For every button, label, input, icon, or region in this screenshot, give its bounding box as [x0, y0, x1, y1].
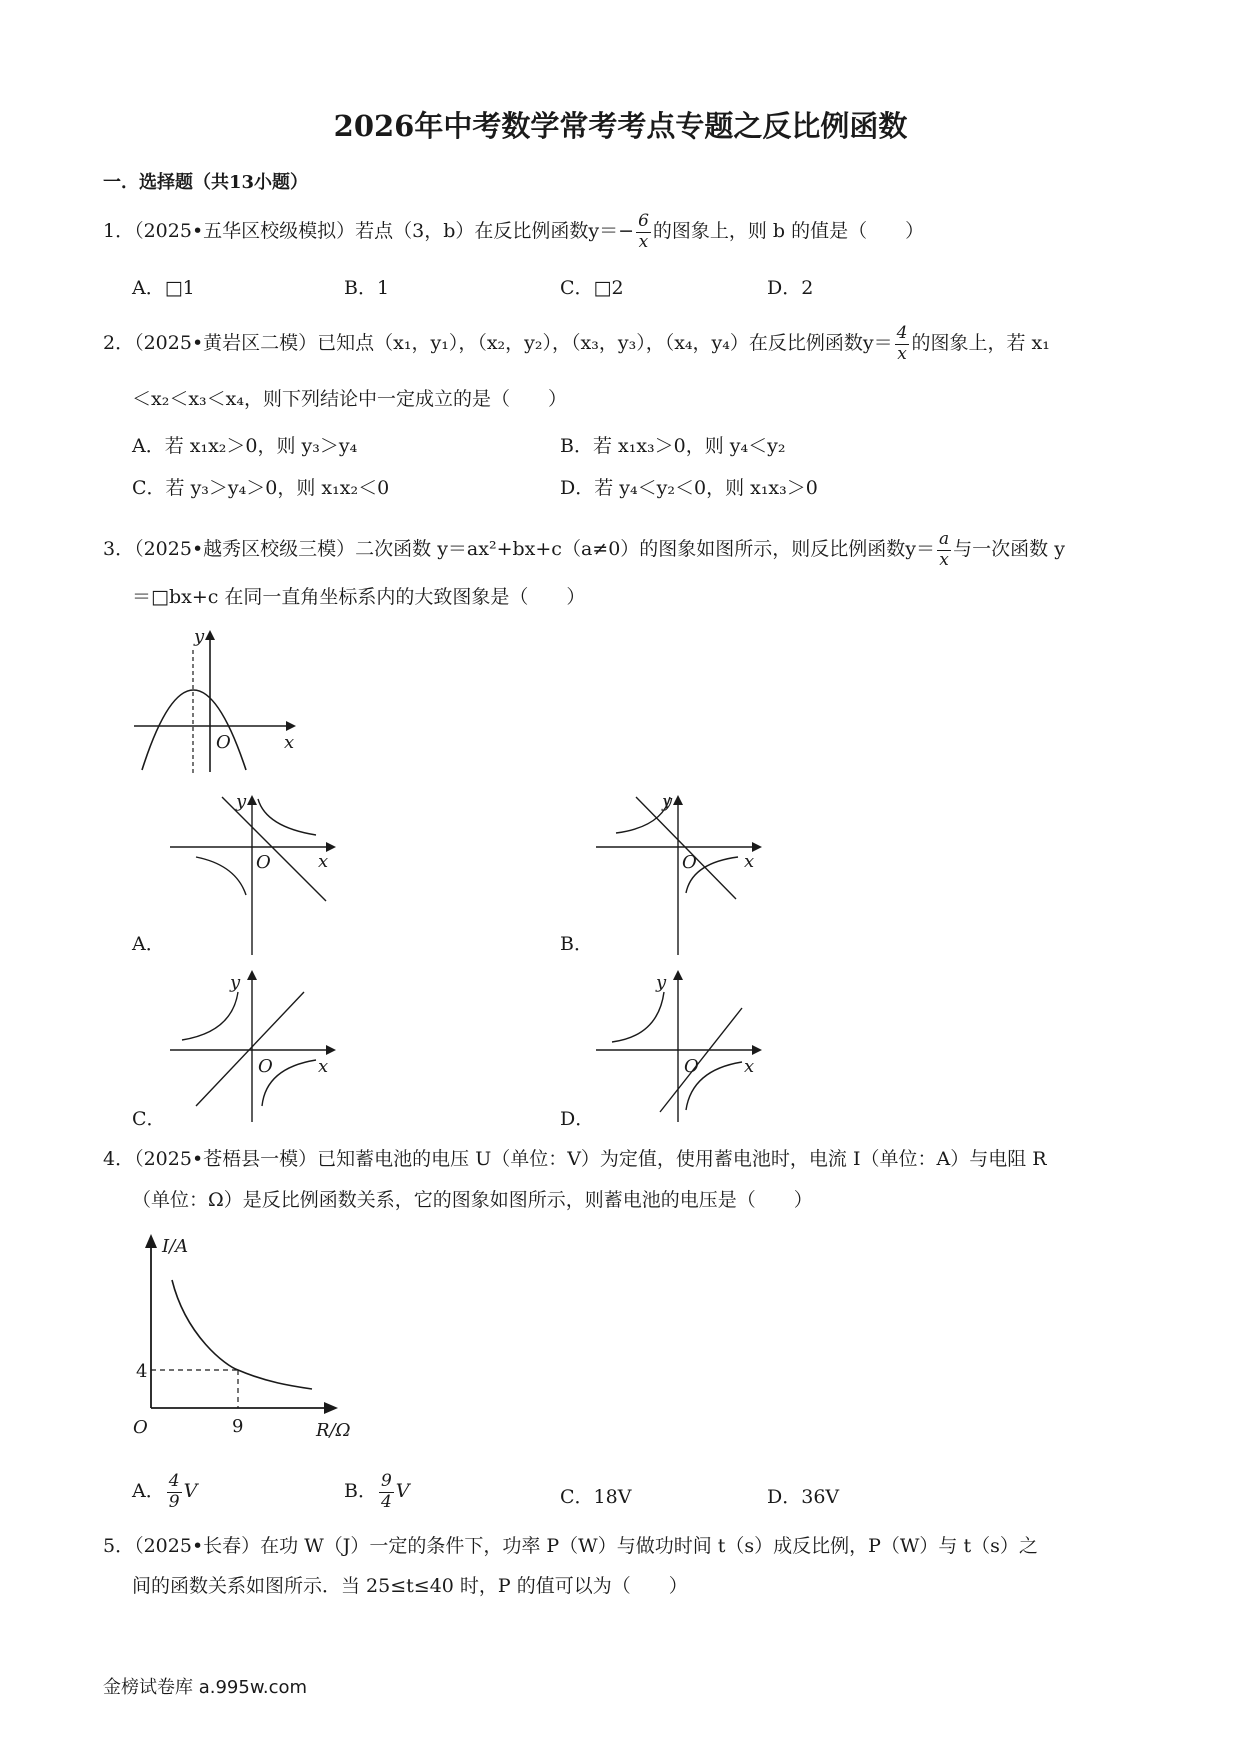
q3c-axis-x: x [318, 1056, 329, 1077]
q3-stem-line2: ＝□bx+c 在同一直角坐标系内的大致图象是（ ） [132, 586, 586, 608]
q3a-origin: O [256, 852, 271, 873]
q3-option-a-graph[interactable] [166, 787, 346, 957]
q4-option-c[interactable]: C．18V [560, 1486, 632, 1508]
q4-option-b[interactable]: B． $\frac{9}{4}$ V [344, 1471, 410, 1512]
q3-option-c-label[interactable]: C． [132, 1108, 166, 1130]
q3b-origin: O [682, 852, 697, 873]
q2-fraction: $\frac{4}{x}$ [896, 323, 908, 364]
q1-option-a[interactable]: A．□1 [132, 277, 195, 299]
q3-origin-label: O [216, 732, 231, 753]
q3c-axis-y: y [230, 972, 241, 993]
q4-y-tick-label: 4 [136, 1361, 148, 1382]
q3-option-a-label[interactable]: A． [132, 933, 165, 955]
q2-option-a[interactable]: A．若 x₁x₂＞0，则 y₃＞y₄ [132, 435, 358, 457]
q3-fraction: $\frac{a}{x}$ [939, 529, 950, 570]
q3c-origin: O [258, 1056, 273, 1077]
q1-option-c[interactable]: C．□2 [560, 277, 624, 299]
q4-y-axis-label: I/A [162, 1236, 189, 1257]
q4-option-a-fraction: $\frac{4}{9}$ [168, 1471, 180, 1512]
q4-option-d[interactable]: D．36V [767, 1486, 840, 1508]
q3-parabola-figure [128, 622, 308, 782]
q1-stem: 1．（2025•五华区校级模拟）若点（3，b）在反比例函数y＝− $\frac{6}{x}$ 的图象上，则 b 的值是（ ） [103, 211, 925, 252]
q3-axis-y-label: y [194, 626, 205, 647]
q2-option-d[interactable]: D．若 y₄＜y₂＜0，则 x₁x₃＞0 [560, 477, 818, 499]
q3-option-c-graph[interactable] [166, 962, 346, 1132]
q4-x-axis-label: R/Ω [316, 1420, 351, 1441]
q3d-axis-x: x [744, 1056, 755, 1077]
q4-origin-label: O [133, 1417, 148, 1438]
q4-option-a[interactable]: A． $\frac{4}{9}$ V [132, 1471, 198, 1512]
q3-option-d-label[interactable]: D． [560, 1108, 595, 1130]
q3b-axis-y: y [662, 791, 673, 812]
q2-option-c[interactable]: C．若 y₃＞y₄＞0，则 x₁x₂＜0 [132, 477, 390, 499]
q4-stem-line2: （单位：Ω）是反比例函数关系，它的图象如图所示，则蓄电池的电压是（ ） [132, 1189, 813, 1211]
q3-stem: 3．（2025•越秀区校级三模）二次函数 y＝ax²+bx+c（a≠0）的图象如图所示，则反比例函数y＝ $\frac{a}{x}$ 与一次函数 y [103, 529, 1065, 570]
section-heading: 一．选择题（共13小题） [103, 172, 309, 193]
q2-stem-line2: ＜x₂＜x₃＜x₄，则下列结论中一定成立的是（ ） [132, 388, 567, 410]
q3d-origin: O [684, 1056, 699, 1077]
page-title: 2026年中考数学常考考点专题之反比例函数 [333, 109, 908, 143]
q3a-axis-y: y [236, 791, 247, 812]
q5-stem-line2: 间的函数关系如图所示．当 25≤t≤40 时，P 的值可以为（ ） [132, 1575, 688, 1597]
q3-option-b-label[interactable]: B． [560, 933, 593, 955]
q2-option-b[interactable]: B．若 x₁x₃＞0，则 y₄＜y₂ [560, 435, 786, 457]
q3a-axis-x: x [318, 851, 329, 872]
q1-option-b[interactable]: B．1 [344, 277, 390, 299]
q3b-axis-x: x [744, 851, 755, 872]
q4-option-b-fraction: $\frac{9}{4}$ [380, 1471, 392, 1512]
q5-stem: 5．（2025•长春）在功 W（J）一定的条件下，功率 P（W）与做功时间 t（s）成反比例，P（W）与 t（s）之 [103, 1535, 1038, 1557]
q4-stem: 4．（2025•苍梧县一模）已知蓄电池的电压 U（单位：V）为定值，使用蓄电池时，电流 I（单位：A）与电阻 R [103, 1148, 1047, 1170]
q4-x-tick-label: 9 [232, 1416, 244, 1437]
footer-watermark: 金榜试卷库 a.995w.com [103, 1677, 308, 1698]
q2-stem: 2．（2025•黄岩区二模）已知点（x₁，y₁），（x₂，y₂），（x₃，y₃），（x₄，y₄）在反比例函数y＝ $\frac{4}{x}$ 的图象上，若 x₁ [103, 323, 1050, 364]
q3-option-d-graph[interactable] [592, 962, 772, 1132]
q1-option-d[interactable]: D．2 [767, 277, 814, 299]
q3d-axis-y: y [656, 972, 667, 993]
q4-current-resistance-graph [126, 1226, 366, 1446]
q3-axis-x-label: x [284, 732, 295, 753]
q1-fraction: $\frac{6}{x}$ [638, 211, 649, 252]
q3-option-b-graph[interactable] [592, 787, 772, 957]
